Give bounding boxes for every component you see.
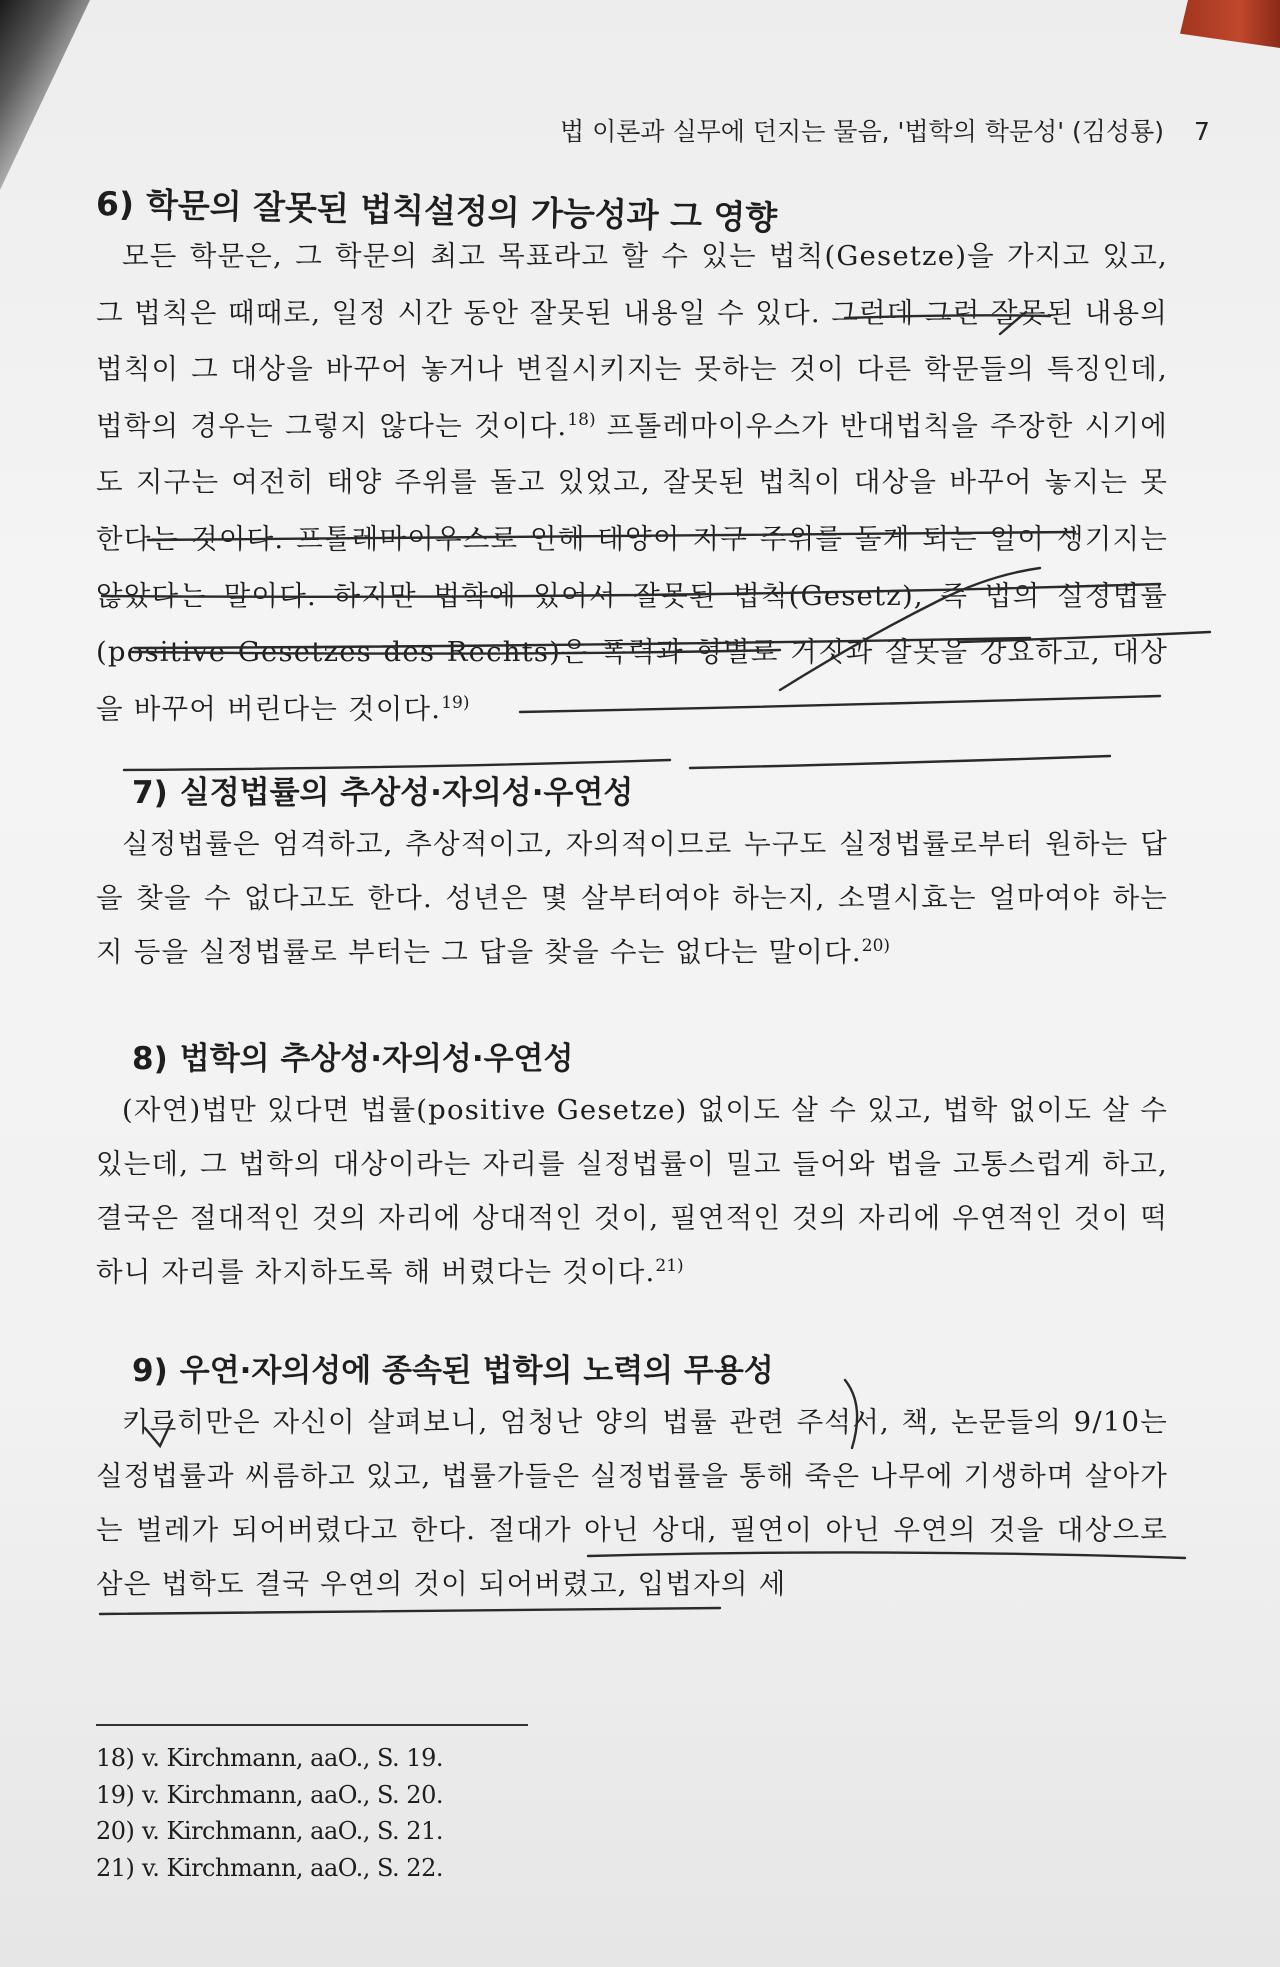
footnote-ref[interactable]: 20) [861, 936, 891, 957]
book-cover-edge [1180, 0, 1280, 48]
footnote: 21) v. Kirchmann, aaO., S. 22. [96, 1853, 443, 1882]
page-shadow-edge [0, 0, 90, 190]
section-heading: 7) 실정법률의 추상성·자의성·우연성 [132, 775, 634, 812]
footnote: 18) v. Kirchmann, aaO., S. 19. [96, 1744, 443, 1772]
section-heading: 6) 학문의 잘못된 법칙설정의 가능성과 그 영향 [95, 184, 778, 238]
footnote: 20) v. Kirchmann, aaO., S. 21. [96, 1817, 443, 1845]
section-6 [96, 180, 1168, 737]
section-9 [96, 1347, 1168, 1611]
section-7 [96, 769, 1168, 979]
footnote-ref[interactable]: 19) [441, 692, 470, 713]
footnote-ref[interactable]: 18) [567, 409, 596, 430]
section-paragraph: 모든 학문은, 그 학문의 최고 목표라고 할 수 있는 법칙(Gesetze)을 가지고 있고, 그 법칙은 때때로, 일정 시간 동안 잘못된 내용일 수 있다. 그런데 그런 잘못된 내용의 법칙이 그 대상을 바꾸어 놓거나 변질시키지는 못하는 것이 다른 학문들의 특징인데, 법학의 경우는 그렇지 않다는 것이다.$^{18)}$ 프톨레마이우스가 반대법칙을 주장한 시기에도 지구는 여전히 태양 주위를 돌고 있었고, 잘못된 법칙이 대상을 바꾸어 놓지는 못한다는 것이다. 프톨레마이우스로 인해 태양이 지구 주위를 돌게 되는 일이 생기지는 않았다는 말이다. 하지만 법학에 있어서 잘못된 법칙(Gesetz), 즉 법의 실정법률(positive Gesetzes des Rechts)은 폭력과 형벌로 거짓과 잘못을 강요하고, 대상을 바꾸어 버린다는 것이다.$^{19)}$ [96, 240, 1168, 725]
section-8 [96, 1035, 1168, 1299]
section-paragraph: 실정법률은 엄격하고, 추상적이고, 자의적이므로 누구도 실정법률로부터 원하는 답을 찾을 수 없다고도 한다. 성년은 몇 살부터여야 하는지, 소멸시효는 얼마여야 하는지 등을 실정법률로 부터는 그 답을 찾을 수는 없다는 말이다.$^{20)}$ [96, 828, 1168, 969]
section-heading: 9) 우연·자의성에 종속된 법학의 노력의 무용성 [132, 1353, 774, 1390]
page-number: 7 [1193, 117, 1210, 146]
running-head-title: 법 이론과 실무에 던지는 물음, '법학의 학문성' (김성룡) [560, 117, 1164, 146]
section-paragraph: (자연)법만 있다면 법률(positive Gesetze) 없이도 살 수 있고, 법학 없이도 살 수 있는데, 그 법학의 대상이라는 자리를 실정법률이 밀고 들어와 법을 고통스럽게 하고, 결국은 절대적인 것의 자리에 상대적인 것이, 필연적인 것의 자리에 우연적인 것이 떡하니 자리를 차지하도록 해 버렸다는 것이다.$^{21)}$ [96, 1094, 1168, 1289]
footnote: 19) v. Kirchmann, aaO., S. 20. [96, 1780, 443, 1809]
footnotes [96, 1740, 443, 1886]
footnote-ref[interactable]: 21) [655, 1256, 684, 1277]
section-paragraph: 키르히만은 자신이 살펴보니, 엄청난 양의 법률 관련 주석서, 책, 논문들의 9/10는 실정법률과 씨름하고 있고, 법률가들은 실정법률을 통해 죽은 나무에 기생하며 살아가는 벌레가 되어버렸다고 한다. 절대가 아닌 상대, 필연이 아닌 우연의 것을 대상으로 삼은 법학도 결국 우연의 것이 되어버렸고, 입법자의 세 [96, 1406, 1168, 1601]
section-heading: 8) 법학의 추상성·자의성·우연성 [132, 1041, 574, 1078]
footnote-divider [96, 1724, 528, 1726]
page-body [96, 172, 1168, 1611]
running-head [560, 112, 1210, 148]
